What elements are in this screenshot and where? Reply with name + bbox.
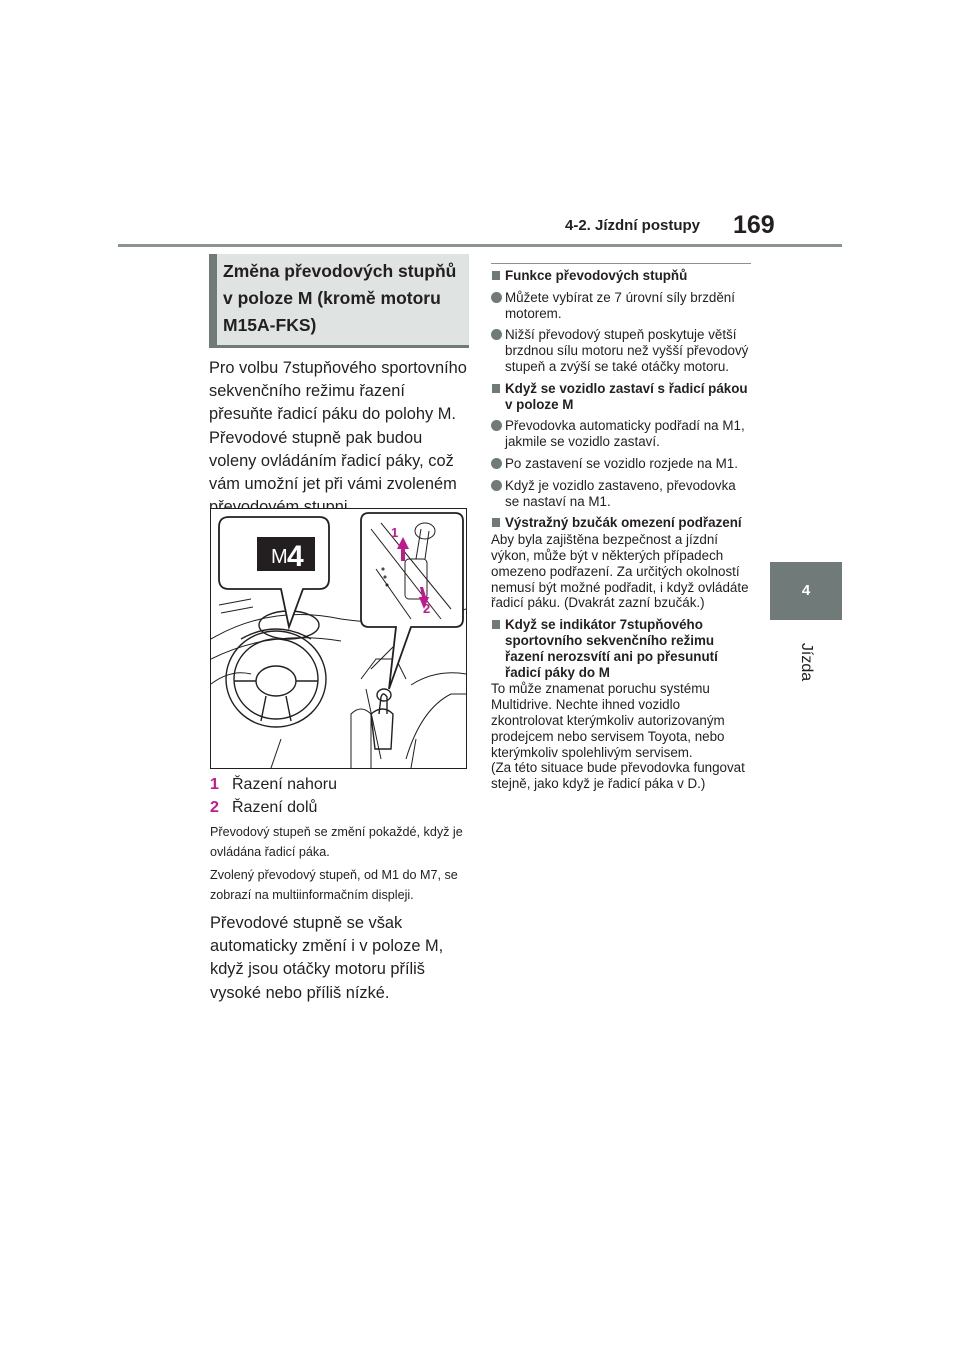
- square-bullet-icon: [492, 384, 500, 393]
- subheading: Výstražný bzučák omezení podřazení: [491, 515, 751, 531]
- legend-label: Řazení dolů: [232, 799, 318, 816]
- legend-number: 2: [210, 799, 219, 816]
- section-title: Změna převodových stupňů v poloze M (kromě motoru M15A-FKS): [223, 261, 457, 335]
- closing-paragraph: Převodové stupně se však automaticky změní i v poloze M, když jsou otáčky motoru příliš vysoké nebo příliš nízké.: [210, 914, 444, 1002]
- legend-number: 1: [210, 776, 219, 793]
- page-number: 169: [733, 211, 775, 239]
- chapter-number: 4: [801, 582, 811, 599]
- chapter-name-vertical: [786, 632, 826, 692]
- display-gear: 4: [287, 540, 304, 573]
- legend-item-shift-down: [210, 796, 472, 819]
- display-letter: M: [271, 546, 288, 568]
- subheading: Funkce převodových stupňů: [491, 268, 751, 284]
- bullet-item: Převodovka automaticky podřadí na M1, jakmile se vozidlo zastaví.: [491, 418, 751, 450]
- callout-number-2: 2: [423, 601, 431, 616]
- bullet-item: Po zastavení se vozidlo rozjede na M1.: [491, 456, 751, 472]
- square-bullet-icon: [492, 518, 500, 527]
- body-paragraph: To může znamenat poruchu systému Multidrive. Nechte ihned vozidlo zkontrolovat kterýmkoliv autorizovaným prodejcem nebo servisem Toyota, nebo kterýmkoliv spolehlivým servisem. (Za této situace bude převodovka fungovat stejně, jako když je řadicí páka v D.): [491, 681, 745, 792]
- round-bullet-icon: [491, 420, 502, 431]
- legend-and-notes: [210, 773, 472, 1005]
- callout-number-1: 1: [391, 525, 399, 540]
- note-paragraph: Zvolený převodový stupeň, od M1 do M7, se zobrazí na multiinformačním displeji.: [210, 868, 458, 902]
- bullet-item: Můžete vybírat ze 7 úrovní síly brzdění motorem.: [491, 290, 751, 322]
- square-bullet-icon: [492, 271, 500, 280]
- left-column: [209, 254, 469, 519]
- right-column: [491, 263, 751, 792]
- section-title-box: [209, 254, 469, 348]
- round-bullet-icon: [491, 480, 502, 491]
- intro-paragraph: Pro volbu 7stupňového sportovního sekvenčního režimu řazení přesuňte řadicí páku do polohy M. Převodové stupně pak budou voleny ovládáním řadicí páky, což vám umožní jet při vámi zvoleném: [209, 359, 467, 494]
- subheading: Když se indikátor 7stupňového sportovního sekvenčního režimu řazení nerozsvítí ani po přesunutí řadicí páky do M: [491, 617, 751, 680]
- legend-label: Řazení nahoru: [232, 776, 337, 793]
- note-paragraph: Převodový stupeň se změní pokaždé, když je ovládána řadicí páka.: [210, 825, 463, 859]
- gear-shift-illustration: [210, 508, 467, 769]
- bullet-item: Nižší převodový stupeň poskytuje větší brzdnou sílu motoru než vyšší převodový stupeň a zvýší se také otáčky motoru.: [491, 327, 751, 374]
- header-rule: [118, 244, 842, 247]
- running-header-section: 4-2. Jízdní postupy: [564, 217, 700, 234]
- chapter-tab: [770, 562, 842, 620]
- round-bullet-icon: [491, 329, 502, 340]
- square-bullet-icon: [492, 620, 500, 629]
- body-paragraph: Aby byla zajištěna bezpečnost a jízdní výkon, může být v některých případech omezeno podřazení. Za určitých okolností nemusí být možné podřadit, i když ovládáte řadicí páku. (Dvakrát zazní bzučák.): [491, 532, 749, 611]
- round-bullet-icon: [491, 292, 502, 303]
- bullet-item: Když je vozidlo zastaveno, převodovka se nastaví na M1.: [491, 478, 751, 510]
- subheading: Když se vozidlo zastaví s řadicí pákou v poloze M: [491, 381, 751, 413]
- legend-item-shift-up: [210, 773, 472, 796]
- cockpit-drawing: [211, 509, 466, 768]
- round-bullet-icon: [491, 458, 502, 469]
- chapter-name: Jízda: [798, 642, 815, 682]
